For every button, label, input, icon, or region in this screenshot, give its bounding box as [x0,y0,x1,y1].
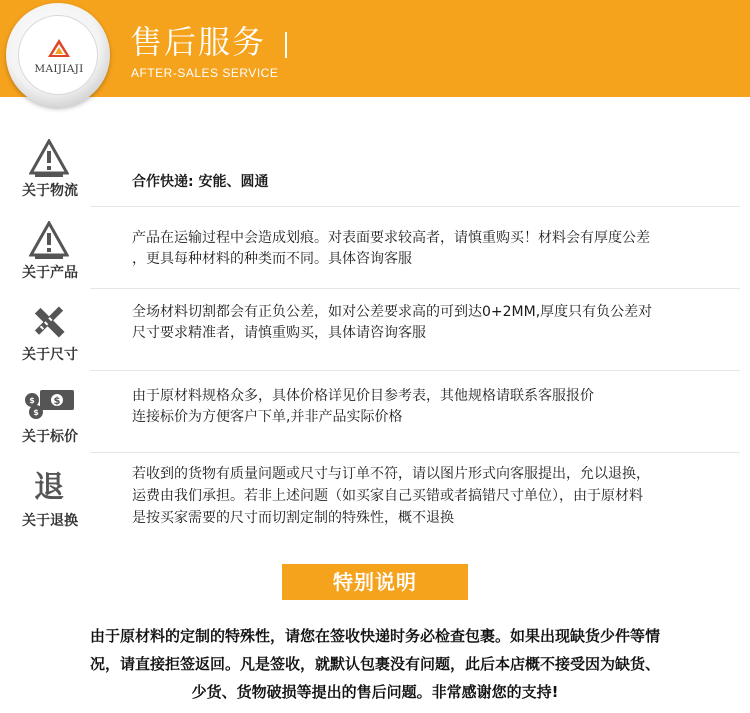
warning-triangle-icon [16,136,82,180]
logo-text: MAIJIAJI [34,63,84,75]
special-note-line-2: 况，请直接拒签返回。凡是签收，就默认包裹没有问题，此后本店概不接受因为缺货、 [89,655,660,673]
section-label: 关于产品 [22,265,78,281]
header-banner [0,0,750,97]
logo-inner-circle [18,15,98,95]
row-divider [90,370,740,371]
section-text-line-1: 若收到的货物有质量问题或尺寸与订单不符，请以图片形式向客服提出，允以退换， [132,466,650,482]
page-title: 售后服务 [130,23,267,61]
warning-triangle-icon [16,218,82,262]
return-char-icon: 退 [34,470,64,505]
ruler-pencil-icon [16,300,82,344]
section-label: 关于尺寸 [22,347,78,363]
svg-text:$: $ [53,396,61,407]
section-text-line-2: 尺寸要求精准者，请慎重购买，具体请咨询客服 [132,325,426,341]
section-label: 关于物流 [22,183,78,199]
section-label: 关于退换 [22,513,78,529]
row-divider [90,288,740,289]
section-returns [0,460,750,556]
money-icon [16,382,82,426]
svg-text:$: $ [33,408,39,417]
row-divider [90,452,740,453]
section-text-line-2: 连接标价为方便客户下单,并非产品实际价格 [132,409,403,425]
section-text-line-1: 由于原材料规格众多，具体价格详见价目参考表，其他规格请联系客服报价 [132,388,594,404]
section-product [0,212,750,294]
special-note-text [30,622,720,706]
section-price [0,376,750,458]
section-logistics [0,130,750,212]
page-subtitle: AFTER-SALES SERVICE [131,66,279,80]
logo-triangle-icon [47,38,71,58]
special-note-line-1: 由于原材料的定制的特殊性，请您在签收快递时务必检查包裹。如果出现缺货少件等情 [89,627,660,645]
section-text: 合作快递: 安能、圆通 [132,174,269,190]
section-text-line-1: 全场材料切割都会有正负公差，如对公差要求高的可到达0+2MM,厚度只有负公差对 [132,304,653,320]
row-divider [90,206,740,207]
svg-text:$: $ [29,396,35,405]
section-text-line-2: 运费由我们承担。若非上述问题（如买家自己买错或者搞错尺寸单位），由于原材料 [132,488,643,504]
section-text-line-2: ，更具每种材料的种类而不同。具体咨询客服 [132,251,412,267]
special-note-line-3: 少货、货物破损等提出的售后问题。非常感谢您的支持! [191,683,559,701]
section-label: 关于标价 [22,429,78,445]
section-text-line-3: 是按买家需要的尺寸而切割定制的特殊性，概不退换 [132,510,454,526]
title-divider [285,32,287,58]
special-note-title: 特别说明 [282,564,468,600]
section-text-line-1: 产品在运输过程中会造成划痕。对表面要求较高者，请慎重购买！材料会有厚度公差 [132,230,650,246]
section-size [0,294,750,376]
brand-logo [6,3,110,107]
